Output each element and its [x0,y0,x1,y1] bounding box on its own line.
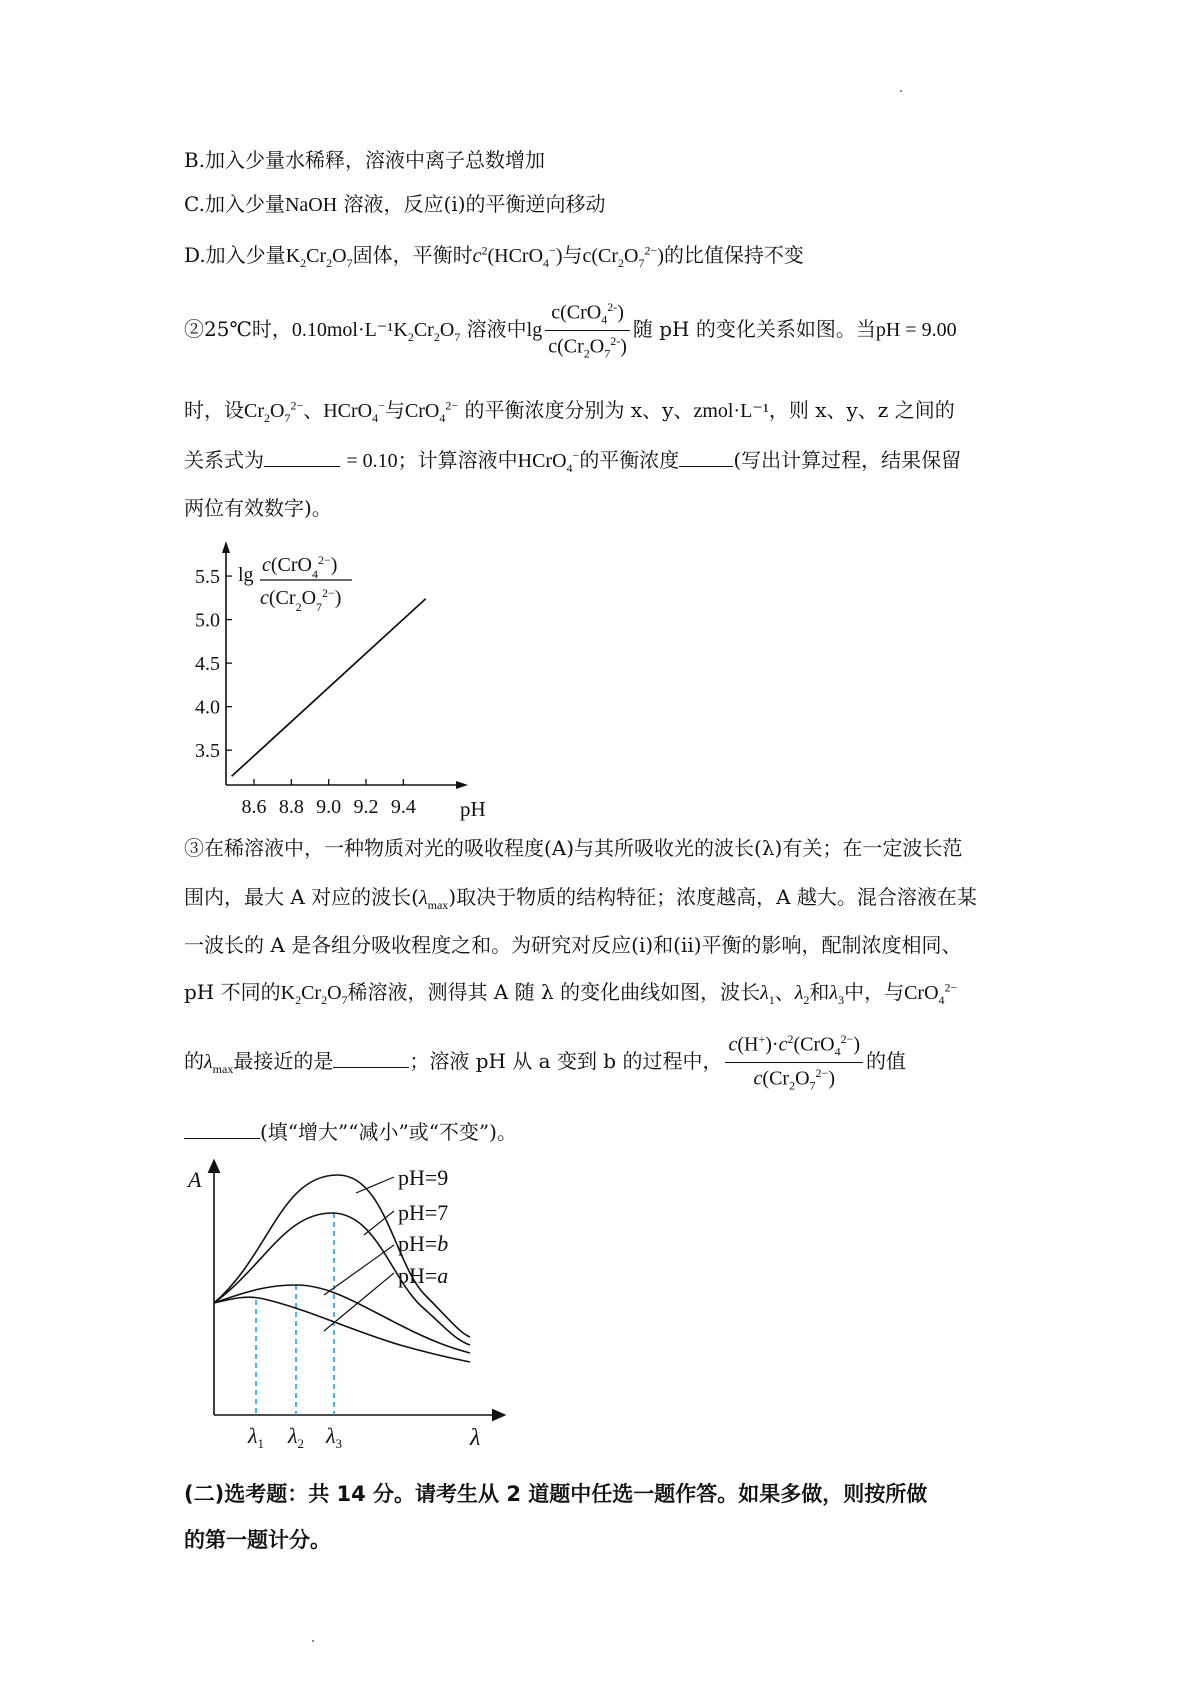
formula-k2cr2o7: $K_2Cr_2O_7$ [393,319,461,345]
formula-hcro4: HCrO$_4$− [323,398,385,425]
chart-lg-ratio-vs-ph [170,535,510,825]
curve-pha [214,1297,470,1362]
legend-phb: pH=b [398,1231,449,1256]
answer-blank[interactable] [679,448,733,467]
q2-line-1: ②25℃时，$0.10mol\cdot L^{-1}K_2Cr_2O_7$ 溶液中lg $\frac{c(CrO_4^{2-})}{c(Cr_2O_7^{2-})}$ 随 pH 的变化关系如图。当pH = 9.00 [184,300,957,361]
q3-line-3: 一波长的 A 是各组分吸收程度之和。为研究对反应(ⅰ)和(ⅱ)平衡的影响，配制浓度相同、 [184,933,962,957]
svg-text:c(Cr2O72−): $c(Cr_2O_7^{2-})$ [260,586,342,614]
formula-k2cr2o7: $K_2Cr_2O_7$ [280,982,348,1007]
q3-line-4: pH 不同的$K_2Cr_2O_7$稀溶液，测得其 A 随 λ 的变化曲线如图，波长$\lambda_1$、$\lambda_2$和$\lambda_3$中，与CrO$_4^{2-}$ [184,980,958,1007]
series-line [232,599,426,777]
answer-blank[interactable] [264,448,340,467]
y-tick-label: 5.5 [195,566,220,589]
y-tick-label: 3.5 [195,740,220,763]
q2-line-4: 两位有效数字)。 [184,496,332,520]
formula-cr2o7: $Cr_2O_7^{2-}$ [244,398,304,425]
option-b: B.加入少量水稀释，溶液中离子总数增加 [184,148,546,172]
svg-text:lg: lg [238,564,254,586]
q3-line-2: 围内，最大 A 对应的波长$(\lambda_{max})$取决于物质的结构特征；浓度越高，A 越大。混合溶液在某 [184,885,977,912]
chart2-x-label: λ [470,1425,481,1451]
formula-c-cr2o7: $c(Cr_2O_7^{2-})$ [582,243,664,270]
y-tick-label: 4.5 [195,653,220,676]
legend-ph9: pH=9 [398,1165,449,1190]
svg-text:c(CrO42−): c(CrO$_4^{2-}$) [262,553,338,581]
fraction-h-cro4-over-cr2o7: $\frac{c(H^+)\cdot c^2(CrO_4^{2-})}{c(Cr_2O_7^{2-})}$ [725,1032,863,1093]
q3-line-5: 的$\lambda_{max}$最接近的是 ；溶液 pH 从 a 变到 b 的过程中， $\frac{c(H^+)\cdot c^2(CrO_4^{2-})}{c(Cr_2O_7^{2-})}$ 的值 [184,1032,907,1093]
chart1-series [232,599,426,777]
legend-ph7: pH=7 [398,1200,449,1225]
tick-lambda-1: $\lambda_1$ [248,1423,265,1451]
option-d: D.加入少量$K_2Cr_2O_7$固体，平衡时$c^2(HCrO_4^-)$与$c(Cr_2O_7^{2-})$的比值保持不变 [184,243,804,270]
legend-pha: pH=a [398,1263,449,1288]
leader-ph7 [364,1211,394,1235]
q3-line-1: ③在稀溶液中，一种物质对光的吸收程度(A)与其所吸收光的波长(λ)有关；在一定波长范 [184,836,963,860]
chart1-y-label [238,553,352,614]
formula-cro4: CrO$_4^{2-}$ [904,980,958,1007]
symbol-lambda-2: $\lambda_2$ [794,982,810,1007]
formula-k2cr2o7: $K_2Cr_2O_7$ [285,245,353,270]
q2-line-3: 关系式为 = 0.10；计算溶液中HCrO$_4$−的平衡浓度 (写出计算过程，结果保留 [184,448,962,475]
x-tick-label: 9.0 [316,796,342,818]
tick-lambda-2: $\lambda_2$ [288,1423,305,1451]
chart-absorbance-vs-wavelength [170,1155,530,1455]
section-heading-line-1: (二)选考题：共 14 分。请考生从 2 道题中任选一题作答。如果多做，则按所做 [184,1482,928,1506]
chart2-y-label: A [188,1167,202,1192]
chart1-x-arrow [456,781,468,789]
tick-lambda-3: $\lambda_3$ [326,1423,343,1451]
answer-blank[interactable] [333,1049,409,1068]
leader-pha [324,1273,394,1331]
x-tick-label: 8.8 [278,796,304,818]
symbol-lambda-max: $\lambda_{max}$ [418,887,449,912]
chart1-y-arrow [222,541,230,553]
q2-line-2: 时，设$Cr_2O_7^{2-}$、HCrO$_4$−与CrO$_4^{2-}$ 的平衡浓度分别为 x、y、zmol·L⁻¹，则 x、y、z 之间的 [184,398,955,425]
y-tick-label: 5.0 [195,609,220,632]
curve-phb [214,1285,470,1353]
symbol-lambda-3: $\lambda_3$ [829,982,845,1007]
scan-dot [312,1640,314,1642]
section-heading-line-2: 的第一题计分。 [184,1528,331,1552]
x-tick-label: 9.2 [353,796,379,818]
chart1-x-label: pH [460,797,486,821]
y-tick-label: 4.0 [195,696,220,719]
formula-c2-hcro4: $c^2(HCrO_4^-)$ [472,243,563,270]
symbol-lambda-max: $\lambda_{max}$ [204,1051,234,1077]
formula-cro4: CrO$_4^{2-}$ [404,398,459,425]
x-tick-label: 9.4 [390,796,416,818]
formula-hcro4: HCrO$_4$− [517,448,580,475]
fraction-cro4-over-cr2o7: $\frac{c(CrO_4^{2-})}{c(Cr_2O_7^{2-})}$ [545,300,630,361]
option-c: C.加入少量NaOH 溶液，反应(ⅰ)的平衡逆向移动 [184,192,606,216]
answer-blank[interactable] [184,1120,260,1139]
scan-dot [900,90,902,92]
x-tick-label: 8.6 [241,796,267,818]
symbol-lambda-1: $\lambda_1$ [760,982,775,1007]
q3-line-6: (填“增大”“减小”或“不变”)。 [184,1120,517,1144]
